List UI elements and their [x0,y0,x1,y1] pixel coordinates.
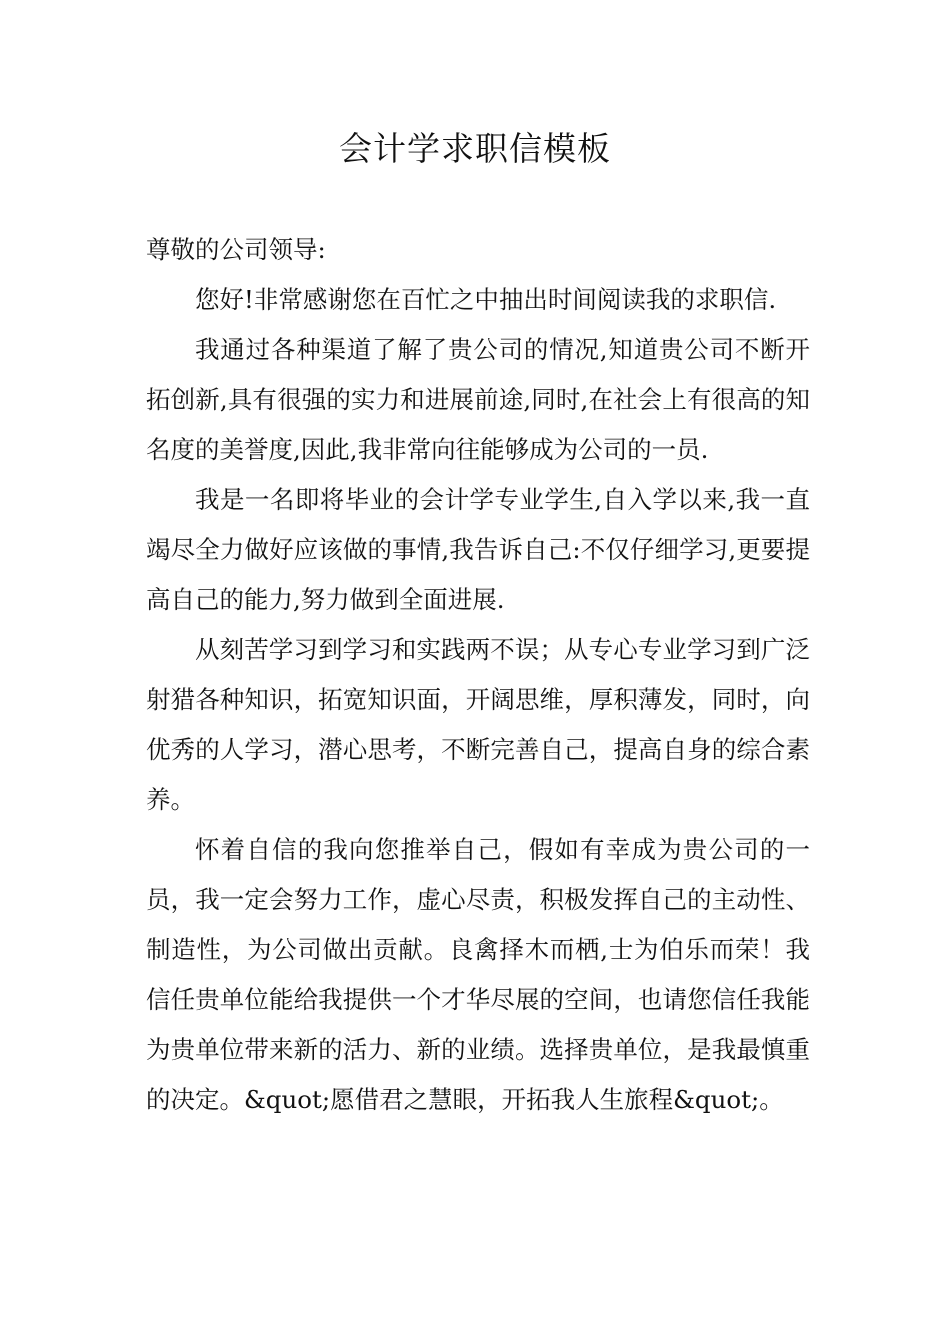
letter-body [146,225,810,1125]
paragraph-self-intro: 我是一名即将毕业的会计学专业学生,自入学以来,我一直竭尽全力做好应该做的事情,我告诉自己:不仅仔细学习,更要提高自己的能力,努力做到全面进展. [146,485,810,614]
paragraph-greeting: 您好!非常感谢您在百忙之中抽出时间阅读我的求职信. [195,285,777,314]
salutation: 尊敬的公司领导: [146,235,326,264]
paragraph-study: 从刻苦学习到学习和实践两不误；从专心专业学习到广泛射猎各种知识，拓宽知识面，开阔思维，厚积薄发，同时，向优秀的人学习，潜心思考，不断完善自己，提高自身的综合素养。 [146,635,810,814]
document-title: 会计学求职信模板 [339,129,611,168]
paragraph-company: 我通过各种渠道了解了贵公司的情况,知道贵公司不断开拓创新,具有很强的实力和进展前途,同时,在社会上有很高的知名度的美誉度,因此,我非常向往能够成为公司的一员. [146,335,810,464]
paragraph-closing: 怀着自信的我向您推举自己，假如有幸成为贵公司的一员，我一定会努力工作，虚心尽责，积极发挥自己的主动性、制造性，为公司做出贡献。良禽择木而栖,士为伯乐而荣！我信任贵单位能给我提供一个才华尽展的空间，也请您信任我能为贵单位带来新的活力、新的业绩。选择贵单位，是我最慎重的决定。&quot;愿借君之慧眼，开拓我人生旅程&quot;。 [146,835,810,1114]
